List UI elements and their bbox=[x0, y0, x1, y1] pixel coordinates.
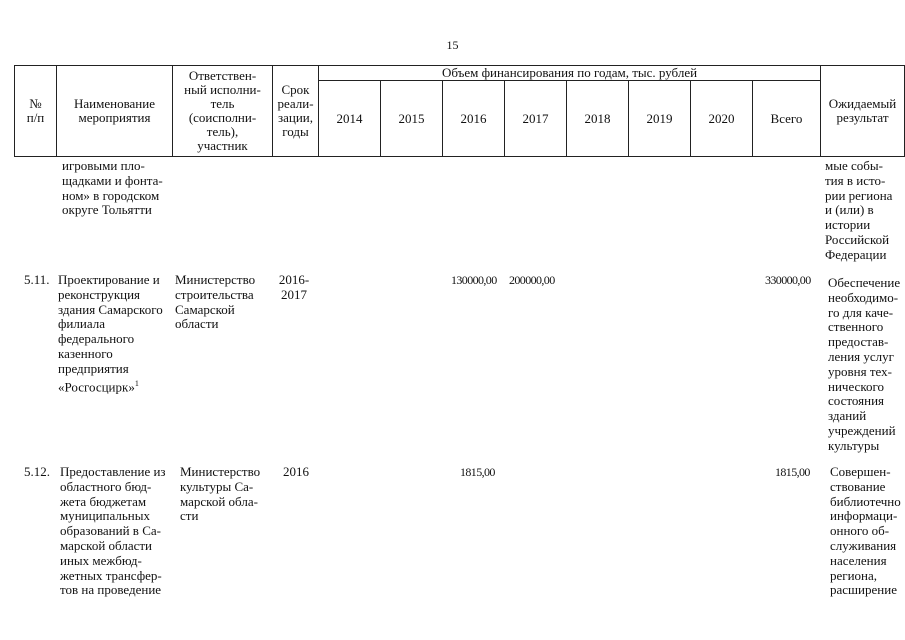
row-5-11-number: 5.11. bbox=[24, 272, 50, 287]
header-term: Срок реали- зации, годы bbox=[273, 66, 319, 157]
row-5-11-value-2016: 130000,00 bbox=[451, 273, 497, 287]
header-name: Наименование мероприятия bbox=[57, 66, 173, 157]
row-5-11-total: 330000,00 bbox=[765, 273, 811, 287]
footnote-mark: 1 bbox=[134, 378, 139, 388]
header-funding: Объем финансирования по годам, тыс. рублей bbox=[319, 66, 821, 81]
header-year-2020: 2020 bbox=[691, 81, 753, 157]
header-responsible: Ответствен- ный исполни- тель (соисполни- тель), участник bbox=[173, 66, 273, 157]
row-5-11-responsible: Министерство строительства Самарской области bbox=[175, 272, 256, 332]
row-5-11-name-text: Проектирование и реконструкция здания Самарского филиала федерального казенного предприятия «Росгосцирк» bbox=[58, 272, 163, 394]
header-year-2018: 2018 bbox=[567, 81, 629, 157]
header-total: Всего bbox=[753, 81, 821, 157]
header-year-2017: 2017 bbox=[505, 81, 567, 157]
row-5-12-value-2016: 1815,00 bbox=[460, 465, 495, 479]
row-5-11-value-2017: 200000,00 bbox=[509, 273, 555, 287]
row-5-12-total: 1815,00 bbox=[775, 465, 810, 479]
row-5-11-term: 2016- 2017 bbox=[278, 272, 310, 302]
row-continued-result: мые собы- тия в исто- рии региона и (или) в истории Российской Федерации bbox=[825, 158, 893, 262]
row-5-12-result: Совершен- ствование библиотечно информаци- онного об- служивания населения региона, расширение bbox=[830, 464, 901, 598]
header-number: № п/п bbox=[15, 66, 57, 157]
header-year-2016: 2016 bbox=[443, 81, 505, 157]
page-number: 15 bbox=[446, 38, 459, 52]
table-header bbox=[14, 65, 905, 157]
row-5-12-name: Предоставление из областного бюд- жета бюджетам муниципальных образований в Са- марской области иных межбюд- жетных трансфер- тов на проведение bbox=[60, 464, 166, 598]
row-continued-name: игровыми пло- щадками и фонта- ном» в городском округе Тольятти bbox=[62, 158, 163, 218]
header-year-2014: 2014 bbox=[319, 81, 381, 157]
row-5-12-responsible: Министерство культуры Са- марской обла- сти bbox=[180, 464, 261, 524]
row-5-11-result: Обеспечение необходимо- го для каче- ственного предостав- ления услуг уровня тех- нического состояния зданий учреждений культуры bbox=[828, 275, 901, 453]
row-5-11-name bbox=[58, 273, 178, 395]
row-5-12-term: 2016 bbox=[283, 464, 309, 479]
header-year-2019: 2019 bbox=[629, 81, 691, 157]
header-year-2015: 2015 bbox=[381, 81, 443, 157]
row-5-12-number: 5.12. bbox=[24, 464, 50, 479]
header-result: Ожидаемый результат bbox=[821, 66, 905, 157]
